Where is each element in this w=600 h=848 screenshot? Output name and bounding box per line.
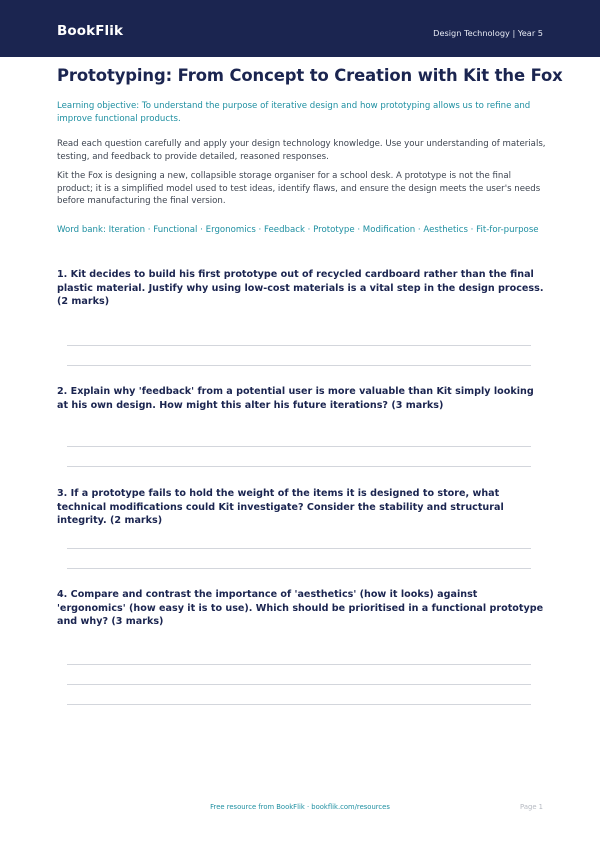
subject-year-label: Design Technology | Year 5 (433, 28, 543, 38)
instructions-paragraph: Read each question carefully and apply your design technology knowledge. Use your understanding of materials, testing, and feedback to provide detailed, reasoned responses. (57, 139, 546, 162)
question-4: 4. Compare and contrast the importance of 'aesthetics' (how it looks) against 'ergonomics' (how easy it is to use). Which should be prioritised in a functional prototype and why? (3 marks) (57, 589, 544, 628)
brand-logo-text: BookFlik (57, 23, 124, 39)
answer-line (67, 684, 531, 685)
answer-line (67, 704, 531, 705)
page-number: Page 1 (520, 803, 543, 811)
answer-line (67, 664, 531, 665)
question-2: 2. Explain why 'feedback' from a potential user is more valuable than Kit simply looking at his own design. How might this alter his future iterations? (3 marks) (57, 386, 534, 411)
word-bank: Word bank: Iteration · Functional · Ergonomics · Feedback · Prototype · Modification · Aesthetics · Fit-for-purpose (57, 225, 539, 235)
page-title: Prototyping: From Concept to Creation with Kit the Fox (57, 66, 563, 85)
answer-line (67, 446, 531, 447)
answer-line (67, 345, 531, 346)
question-3: 3. If a prototype fails to hold the weight of the items it is designed to store, what technical modifications could Kit investigate? Consider the stability and structural integrity. (2 marks) (57, 488, 504, 527)
footer-source-link[interactable]: Free resource from BookFlik · bookflik.com/resources (210, 803, 390, 811)
answer-line (67, 365, 531, 366)
learning-objective: Learning objective: To understand the purpose of iterative design and how prototyping allows us to refine and improve functional products. (57, 101, 531, 124)
header-bar (0, 0, 600, 57)
answer-line (67, 548, 531, 549)
question-1: 1. Kit decides to build his first prototype out of recycled cardboard rather than the final plastic material. Justify why using low-cost materials is a vital step in the design process. (2 marks) (57, 269, 544, 308)
context-paragraph: Kit the Fox is designing a new, collapsible storage organiser for a school desk. A prototype is not the final product; it is a simplified model used to test ideas, identify flaws, and ensure the design meets the user's needs before manufacturing the final version. (57, 171, 541, 206)
answer-line (67, 568, 531, 569)
answer-line (67, 466, 531, 467)
